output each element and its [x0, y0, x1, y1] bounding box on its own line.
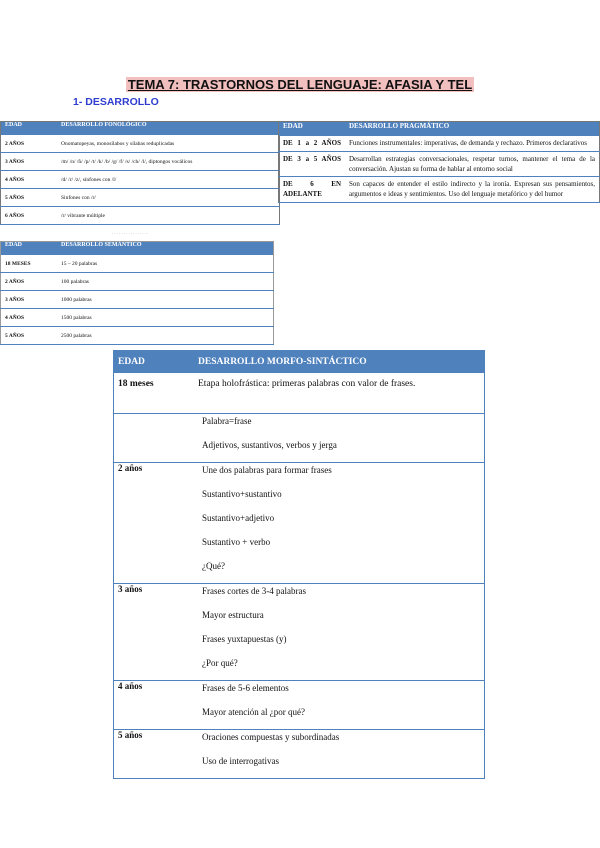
table-row [279, 151, 600, 177]
phonological-table [0, 121, 280, 225]
list-item: Palabra=frase [202, 416, 252, 426]
header-title: DESARROLLO FONOLÓGICO [57, 122, 280, 136]
table-row [114, 730, 485, 779]
semantic-table [0, 241, 274, 345]
list-item: Une dos palabras para formar frases [202, 465, 332, 475]
row-age: 3 AÑOS [1, 153, 58, 171]
list-item: Frases yuxtapuestas (y) [202, 634, 287, 644]
list-item: Mayor atención al ¿por qué? [202, 707, 305, 717]
header-age: EDAD [114, 351, 195, 374]
row-desc: Funciones instrumentales: imperativas, de demanda y rechazo. Primeros declarativos [345, 136, 600, 151]
row-age: 2 AÑOS [1, 135, 58, 153]
table-row [1, 291, 274, 309]
row-desc: 1500 palabras [57, 309, 274, 327]
header-title: DESARROLLO PRAGMÁTICO [345, 122, 600, 137]
table-row [114, 584, 485, 681]
row-desc: Onomatopeyas, monosílabos y sílabas reduplicadas [57, 135, 280, 153]
row-age: 5 AÑOS [1, 327, 58, 345]
list-item: Frases de 5-6 elementos [202, 683, 289, 693]
list-item: Oraciones compuestas y subordinadas [202, 732, 340, 742]
page-title: TEMA 7: TRASTORNOS DEL LENGUAJE: AFASIA Y TEL [127, 77, 473, 92]
header-age: EDAD [1, 122, 58, 136]
row-desc: 100 palabras [57, 273, 274, 291]
table-header-row [1, 122, 280, 136]
row-items [194, 681, 485, 730]
row-age: DE 6 EN ADELANTE [279, 177, 346, 203]
table-header-row [114, 351, 485, 374]
header-age: EDAD [1, 242, 58, 256]
table-header-row [1, 242, 274, 256]
row-age: 6 AÑOS [1, 207, 58, 225]
header-title: DESARROLLO SEMÁNTICO [57, 242, 274, 256]
table-row [1, 273, 274, 291]
header-title: DESARROLLO MORFO-SINTÁCTICO [194, 351, 485, 374]
table-row [279, 177, 600, 203]
row-age: 3 años [114, 584, 195, 681]
table-row [1, 153, 280, 171]
row-age: 5 años [114, 730, 195, 779]
table-row [1, 309, 274, 327]
morphosyntactic-table [113, 350, 485, 779]
faint-caption: · · · · · · · · · · · · · · · · [112, 231, 149, 236]
row-age: DE 3 a 5 AÑOS [279, 151, 346, 177]
row-items [194, 730, 485, 779]
table-header-row [279, 122, 600, 137]
list-item: Adjetivos, sustantivos, verbos y jerga [202, 440, 337, 450]
row-age: 2 AÑOS [1, 273, 58, 291]
table-row [1, 255, 274, 273]
list-item: Sustantivo+adjetivo [202, 513, 275, 523]
row-items [194, 414, 485, 463]
row-items [194, 584, 485, 681]
row-age: 18 MESES [1, 255, 58, 273]
row-desc: 2500 palabras [57, 327, 274, 345]
list-item: Mayor estructura [202, 610, 264, 620]
row-desc: /r/ vibrante múltiple [57, 207, 280, 225]
row-desc: Sinfones con /r/ [57, 189, 280, 207]
row-age: 4 AÑOS [1, 171, 58, 189]
list-item: Sustantivo+sustantivo [202, 489, 282, 499]
row-age: 2 años [114, 463, 195, 584]
table-row [1, 189, 280, 207]
row-desc: /d/ /r/ /z/, sinfones con /l/ [57, 171, 280, 189]
list-item: ¿Qué? [202, 561, 225, 571]
list-item: Frases cortes de 3-4 palabras [202, 586, 306, 596]
row-age [114, 414, 195, 463]
table-row [1, 135, 280, 153]
table-row [1, 207, 280, 225]
row-desc: /m/ /n/ /ñ/ /p/ /t/ /k/ /b/ /g/ /f/ /s/ /ch/ /l/, diptongos vocálicos [57, 153, 280, 171]
row-age: 4 años [114, 681, 195, 730]
table-row [279, 136, 600, 151]
row-age: DE 1 a 2 AÑOS [279, 136, 346, 151]
table-row [114, 414, 485, 463]
table-row [1, 171, 280, 189]
row-desc: 1000 palabras [57, 291, 274, 309]
section-heading: 1- DESARROLLO [73, 96, 159, 108]
row-age: 5 AÑOS [1, 189, 58, 207]
row-desc: 15 – 20 palabras [57, 255, 274, 273]
row-age: 4 AÑOS [1, 309, 58, 327]
pragmatic-table [278, 121, 600, 203]
list-item: Sustantivo + verbo [202, 537, 271, 547]
table-row [114, 463, 485, 584]
row-items [194, 463, 485, 584]
row-desc: Son capaces de entender el estilo indirecto y la ironía. Expresan sus pensamientos, argumentos e ideas y sentimientos. Uso del lenguaje metafórico y del humor [345, 177, 600, 203]
row-desc: Etapa holofrástica: primeras palabras con valor de frases. [198, 379, 416, 389]
table-row [114, 681, 485, 730]
row-age: 3 AÑOS [1, 291, 58, 309]
list-item: Uso de interrogativas [202, 756, 279, 766]
row-age: 18 meses [118, 379, 154, 389]
list-item: ¿Por qué? [202, 658, 238, 668]
table-row [114, 373, 485, 414]
table-row [1, 327, 274, 345]
header-age: EDAD [279, 122, 346, 137]
row-desc: Desarrollan estrategias conversacionales, respetar turnos, mantener el tema de la conversación. Ajustan su forma de hablar al entorno social [345, 151, 600, 177]
